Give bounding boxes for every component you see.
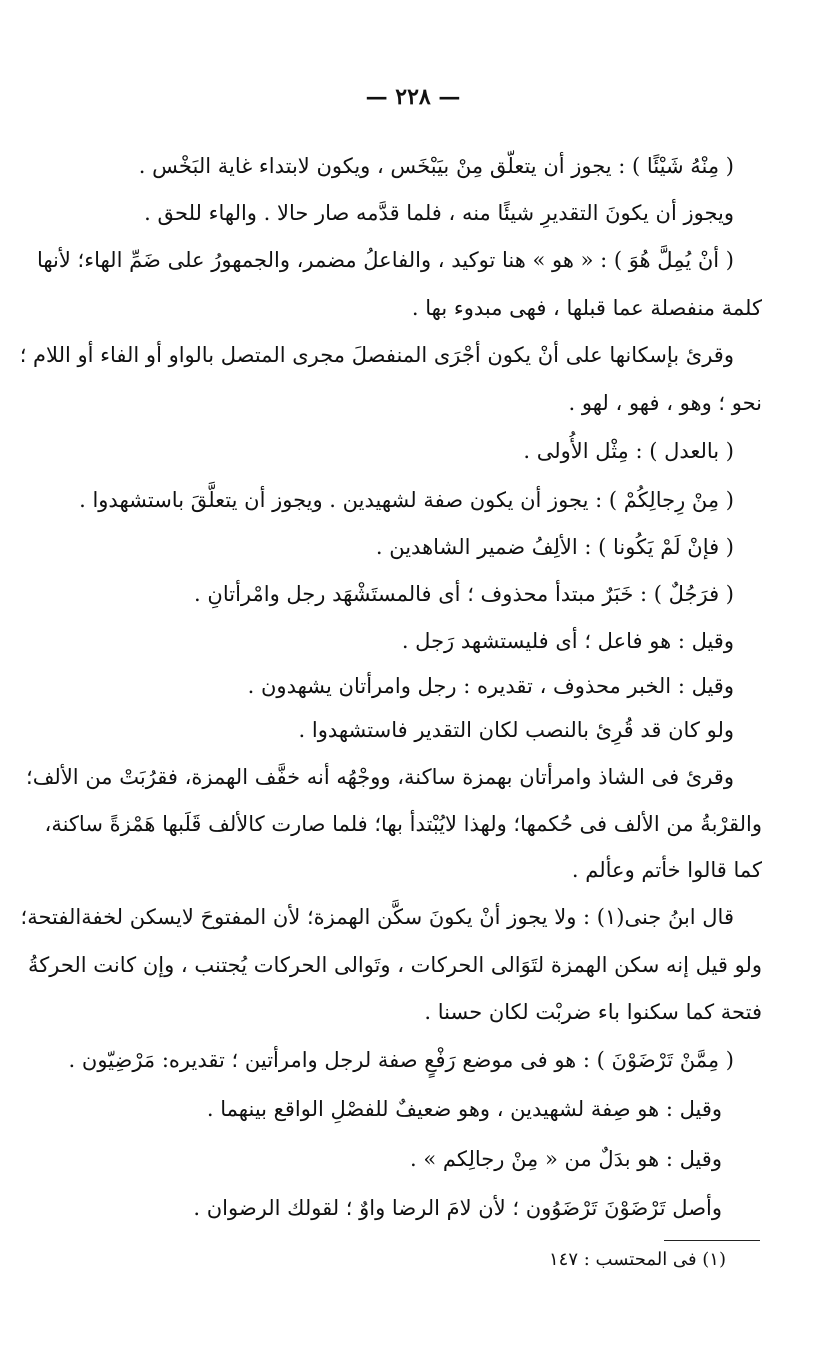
text-line: وقيل : هو صِفة لشهيدين ، وهو ضعيفٌ للفصْلِ الواقع بينهما .	[206, 1097, 722, 1121]
text-line: ولو قيل إنه سكن الهمزة لتَوَالى الحركات ، وتَوالى الحركات يُجتنب ، وإن كانت الحركةُ	[28, 953, 762, 977]
text-line: ( مِنْهُ شَيْئًا ) : يجوز أن يتعلّق مِنْ بيَبْخَس ، ويكون لابتداء غاية البَخْس .	[138, 154, 734, 178]
text-line: ( فرَجُلٌ ) : خَبَرٌ مبتدأ محذوف ؛ أى فالمستَشْهَد رجل وامْرأتانِ .	[194, 582, 734, 606]
text-line: والقرْبةُ من الألف فى حُكمها؛ ولهذا لايُبْتدأ بها؛ فلما صارت كالألف قَلَبها هَمْزةً ساكنة،	[44, 812, 762, 836]
text-line: وقيل : الخبر محذوف ، تقديره : رجل وامرأتان يشهدون .	[247, 674, 734, 698]
text-line: وأصل تَرْضَوْنَ تَرْضَوُون ؛ لأن لامَ الرضا واوٌ ؛ لقولك الرضوان .	[193, 1196, 722, 1220]
text-line: ولو كان قد قُرِئ بالنصب لكان التقدير فاستشهدوا .	[298, 718, 734, 742]
text-line: كما قالوا خأتم وعألم .	[571, 858, 762, 882]
text-line: وقرئ فى الشاذ وامرأتان بهمزة ساكنة، ووجْهُه أنه خفَّف الهمزة، فقرُبَتْ من الألف؛	[26, 765, 734, 789]
page-number: — ٢٢٨ —	[365, 84, 461, 110]
text-line: وقيل : هو فاعل ؛ أى فليستشهد رَجل .	[401, 629, 734, 653]
text-line: وقيل : هو بدَلٌ من « مِنْ رجالِكم » .	[410, 1147, 722, 1171]
footnote: (١) فى المحتسب : ١٤٧	[549, 1249, 726, 1270]
text-line: وقرئ بإسكانها على أنْ يكون أجْرَى المنفصلَ مجرى المتصل بالواو أو الفاء أو اللام ؛	[19, 343, 734, 367]
text-line: ( مِنْ رِجالِكُمْ ) : يجوز أن يكون صفة لشهيدين . ويجوز أن يتعلَّقَ باستشهدوا .	[79, 488, 734, 512]
text-line: ويجوز أن يكونَ التقديرِ شيئًا منه ، فلما قدَّمه صار حالا . والهاء للحق .	[144, 201, 734, 225]
text-line: قال ابنُ جنى(١) : ولا يجوز أنْ يكونَ سكَّن الهمزة؛ لأن المفتوحَ لايسكن لخفةالفتحة؛	[20, 905, 734, 929]
text-line: ( فإنْ لَمْ يَكُونا ) : الألِفُ ضمير الشاهدين .	[375, 535, 734, 559]
footnote-divider	[664, 1240, 760, 1241]
text-line: نحو ؛ وهو ، فهو ، لهو .	[568, 391, 762, 415]
text-line: ( بالعدل ) : مِثْل الأُولى .	[523, 439, 734, 463]
text-line: ( أنْ يُمِلَّ هُوَ ) : « هو » هنا توكيد ، والفاعلُ مضمر، والجمهورُ على ضَمِّ الهاء؛ لأنها	[36, 248, 734, 272]
text-line: فتحة كما سكنوا باء ضربْت لكان حسنا .	[424, 1000, 762, 1024]
text-line: ( مِمَّنْ تَرْضَوْنَ ) : هو فى موضع رَفْعٍ صفة لرجل وامرأتين ؛ تقديره: مَرْضِيّون .	[68, 1048, 734, 1072]
text-line: كلمة منفصلة عما قبلها ، فهى مبدوء بها .	[411, 296, 762, 320]
